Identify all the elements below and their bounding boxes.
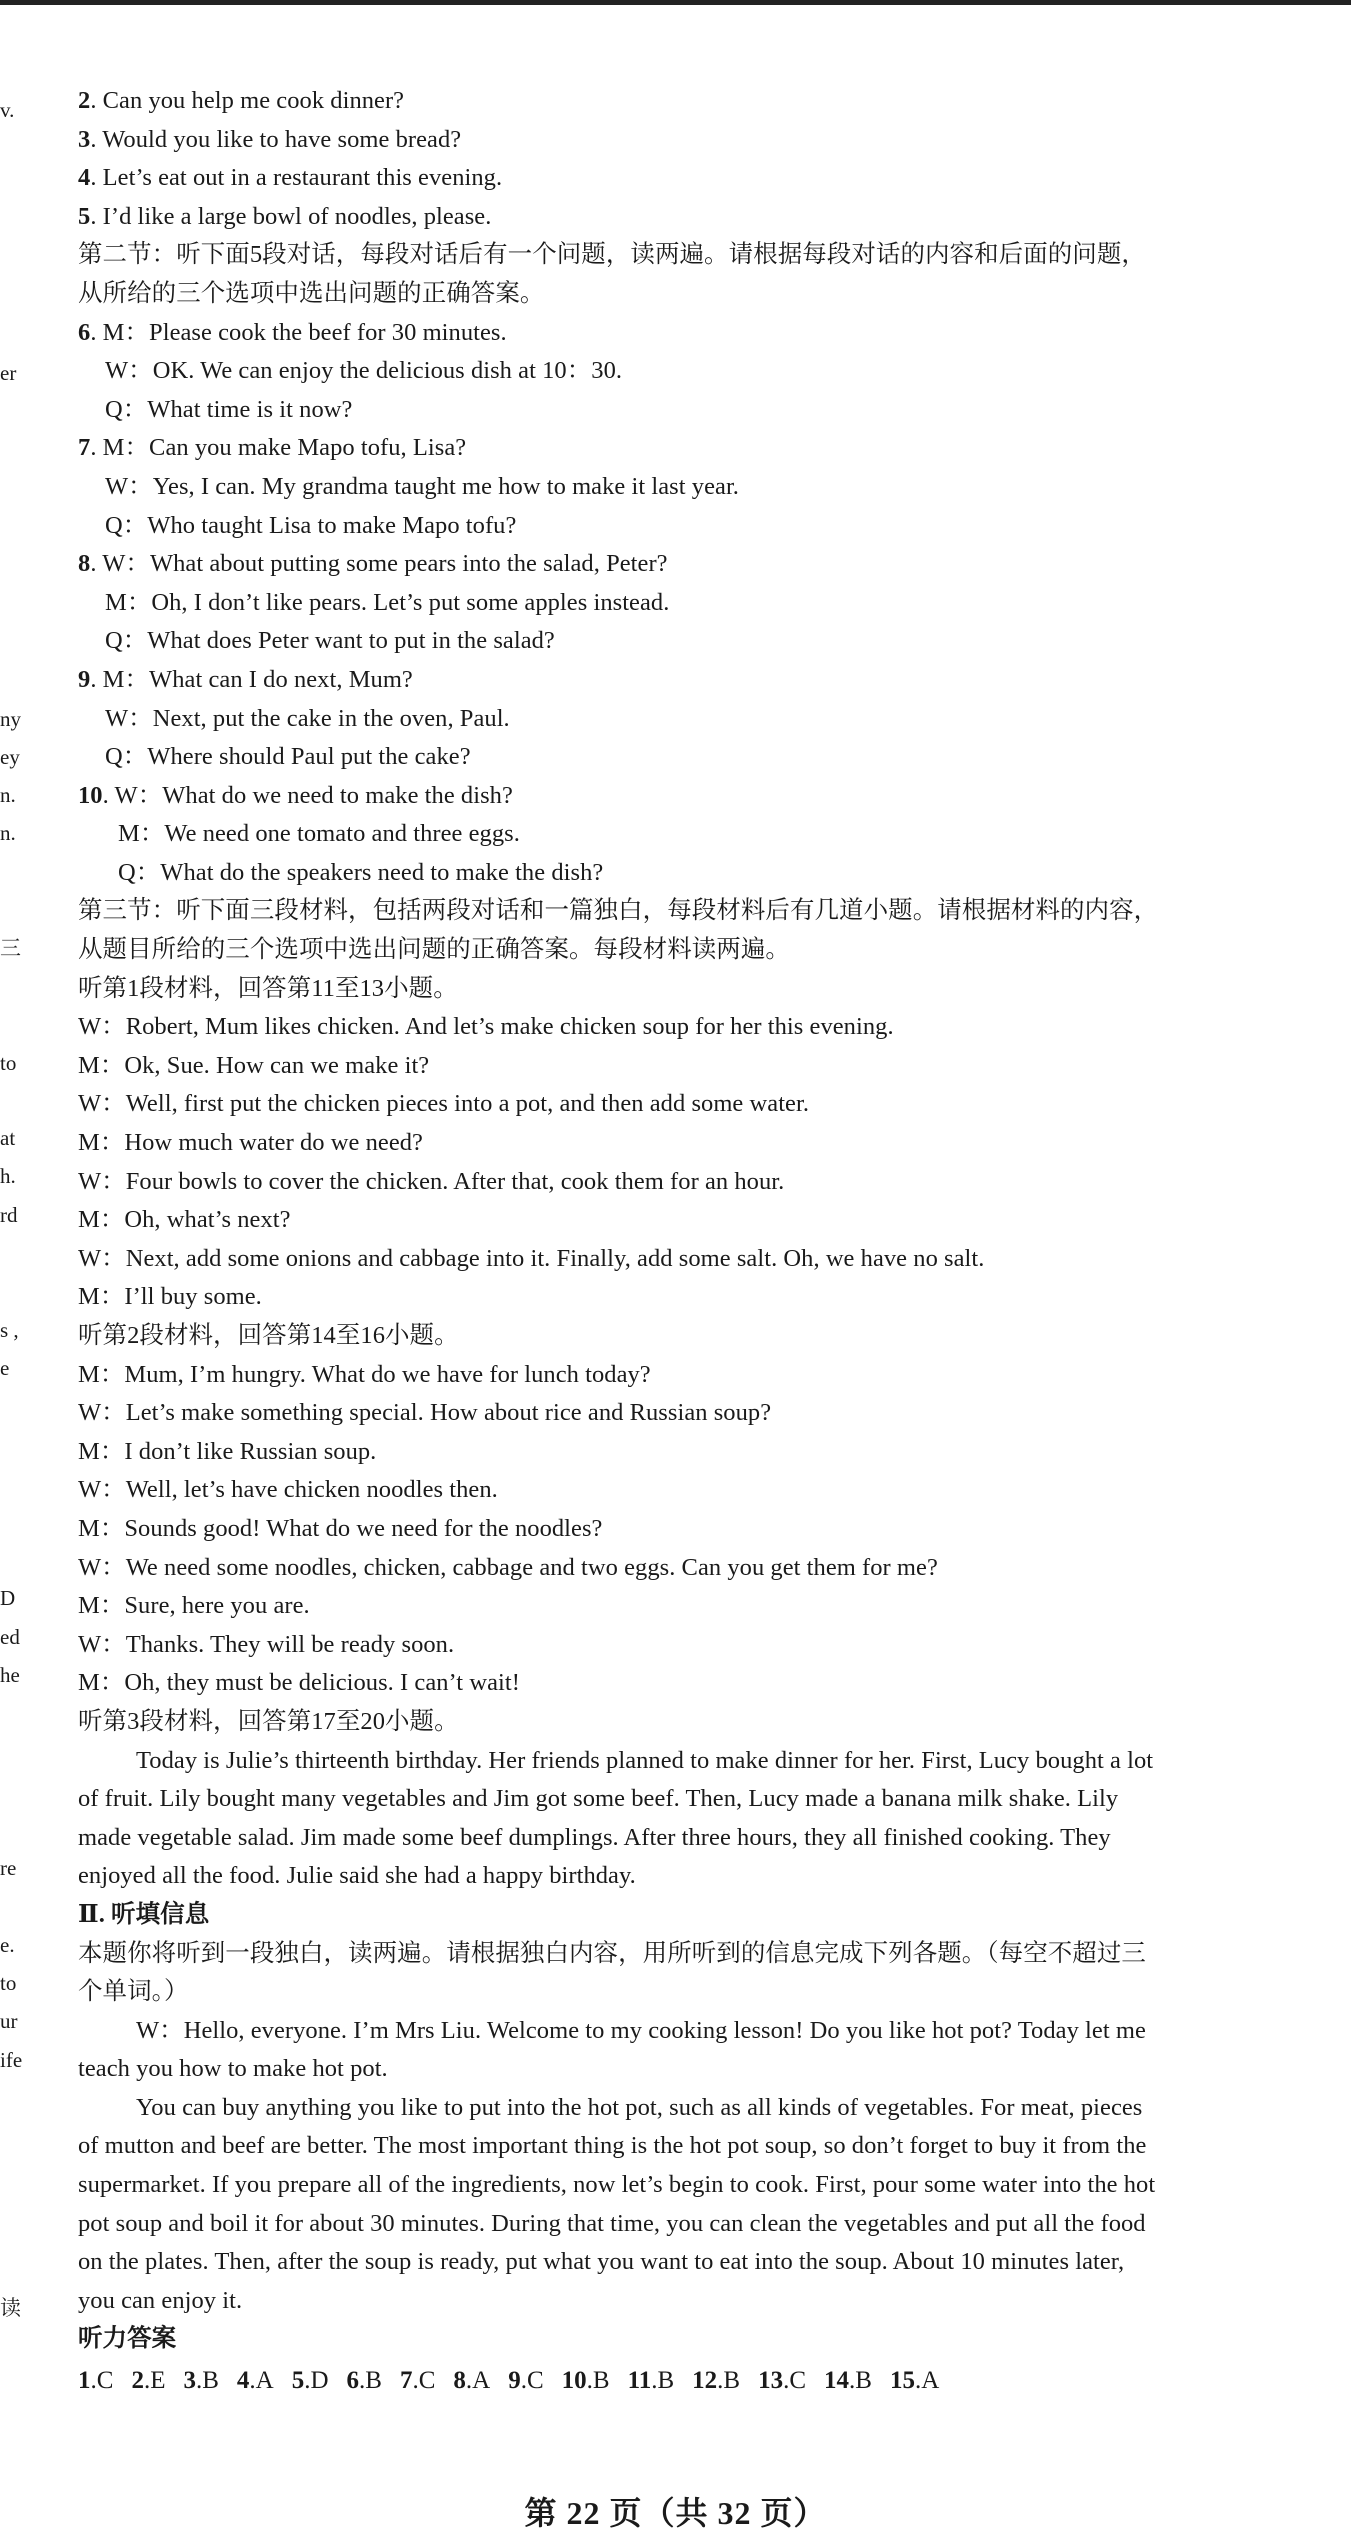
text-line: 个单词。） — [78, 1978, 189, 2006]
answer-item: 15.A — [889, 2367, 940, 2395]
text-line: Q：What do the speakers need to make the dish? — [118, 858, 604, 886]
text-line: 从题目所给的三个选项中选出问题的正确答案。每段材料读两遍。 — [78, 936, 790, 964]
question-text: . I’d like a large bowl of noodles, please. — [90, 202, 492, 230]
answer-letter: B — [657, 2367, 675, 2395]
question-number: 4 — [78, 164, 91, 192]
text-line: M：Sure, here you are. — [78, 1592, 310, 1620]
text-line: 听第3段材料，回答第17至20小题。 — [78, 1707, 459, 1735]
text-line: M：Oh, they must be delicious. I can’t wait! — [78, 1669, 520, 1697]
answer-letter: A — [255, 2367, 274, 2395]
margin-fragment: e. — [0, 1933, 15, 1957]
answer-item: 5.D — [291, 2367, 329, 2395]
answer-row — [78, 2359, 1318, 2403]
question-text: . Would you like to have some bread? — [90, 125, 462, 153]
answer-letter: C — [526, 2367, 544, 2395]
margin-fragment: ey — [0, 745, 20, 769]
margin-fragment: D — [0, 1586, 16, 1610]
margin-fragment: to — [0, 1051, 17, 1075]
top-border — [0, 0, 1351, 5]
answer-number: 14 — [824, 2367, 850, 2395]
text-line: W：Robert, Mum likes chicken. And let’s make chicken soup for her this evening. — [78, 1013, 894, 1041]
question-number: 9 — [78, 665, 91, 693]
question-text: . W：What about putting some pears into the salad, Peter? — [90, 550, 668, 578]
page-footer: 第 22 页（共 32 页） — [524, 2495, 827, 2531]
paragraph-line: Today is Julie’s thirteenth birthday. Her friends planned to make dinner for her. First, Lucy bought a lot — [136, 1746, 1154, 1774]
question-item — [78, 121, 1318, 160]
text-line: 听第2段材料，回答第14至16小题。 — [78, 1322, 459, 1349]
answer-letter: B — [592, 2367, 610, 2395]
text-line: 从所给的三个选项中选出问题的正确答案。 — [78, 279, 545, 307]
margin-fragment: s , — [0, 1318, 19, 1342]
answer-number: 12 — [692, 2367, 718, 2395]
question-text: . M：Can you make Mapo tofu, Lisa? — [90, 434, 467, 462]
section-heading: Ⅱ. 听填信息 — [78, 1900, 210, 1928]
answer-letter: D — [310, 2367, 329, 2395]
text-line: 第二节：听下面5段对话，每段对话后有一个问题，读两遍。请根据每段对话的内容和后面的问题， — [78, 241, 1146, 269]
answer-number: 9 — [508, 2367, 521, 2395]
text-line: W：Well, let’s have chicken noodles then. — [78, 1476, 498, 1504]
margin-fragment: n. — [0, 783, 16, 807]
answer-letter: A — [472, 2367, 491, 2395]
text-line: M：Mum, I’m hungry. What do we have for lunch today? — [78, 1360, 651, 1388]
margin-fragment: 读 — [0, 2296, 21, 2320]
text-line: M：Oh, I don’t like pears. Let’s put some apples instead. — [105, 588, 670, 616]
margin-fragment: ife — [0, 2048, 23, 2072]
question-number: 2 — [78, 87, 91, 114]
text-line: W：Four bowls to cover the chicken. After that, cook them for an hour. — [78, 1167, 785, 1195]
margin-fragment: he — [0, 1663, 20, 1687]
answer-item: 12.B — [692, 2367, 741, 2395]
question-text: . W：What do we need to make the dish? — [102, 781, 513, 809]
text-line: on the plates. Then, after the soup is ready, put what you want to eat into the soup. About 10 minutes later, — [78, 2248, 1125, 2276]
answer-number: 3 — [183, 2367, 196, 2395]
margin-fragment: rd — [0, 1203, 18, 1227]
text-line: of fruit. Lily bought many vegetables and Jim got some beef. Then, Lucy made a banana milk shake. Lily — [78, 1785, 1119, 1813]
answer-letter: A — [921, 2367, 940, 2395]
answer-number: 13 — [758, 2367, 784, 2395]
text-line: M：How much water do we need? — [78, 1129, 423, 1157]
left-margin-fragments — [0, 0, 46, 2538]
margin-fragment: er — [0, 361, 17, 385]
question-text: . Let’s eat out in a restaurant this evening. — [90, 164, 503, 192]
answer-item: 14.B — [824, 2367, 872, 2395]
text-line: you can enjoy it. — [78, 2286, 243, 2314]
margin-fragment: ny — [0, 707, 21, 731]
text-line: M：Oh, what’s next? — [78, 1206, 291, 1234]
question-item — [78, 777, 1318, 816]
paragraph-line: You can buy anything you like to put into the hot pot, such as all kinds of vegetables. For meat, pieces — [136, 2093, 1143, 2121]
question-number: 10 — [78, 781, 103, 809]
answer-item: 8.A — [453, 2367, 491, 2395]
margin-fragment: re — [0, 1856, 17, 1880]
text-line: teach you how to make hot pot. — [78, 2055, 388, 2083]
answer-letter: B — [202, 2367, 219, 2395]
answer-letter: E — [150, 2367, 166, 2395]
answer-number: 8 — [453, 2367, 466, 2395]
question-number: 7 — [78, 434, 91, 462]
question-text: . M：What can I do next, Mum? — [90, 665, 413, 693]
text-line: Q：Where should Paul put the cake? — [105, 743, 471, 771]
text-line: W：OK. We can enjoy the delicious dish at 10：30. — [105, 357, 623, 385]
answer-number: 11 — [627, 2367, 652, 2395]
question-item — [78, 314, 1318, 353]
text-line: enjoyed all the food. Julie said she had a happy birthday. — [78, 1862, 636, 1890]
answer-item: 6.B — [346, 2367, 382, 2395]
text-line: Q：What does Peter want to put in the salad? — [105, 627, 555, 655]
answer-item: 11.B — [627, 2367, 675, 2395]
answer-item: 10.B — [561, 2367, 610, 2395]
text-line: Q：Who taught Lisa to make Mapo tofu? — [105, 511, 517, 539]
text-line: 听第1段材料，回答第11至13小题。 — [78, 974, 458, 1002]
question-number: 5 — [78, 202, 91, 230]
answer-letter: C — [418, 2367, 436, 2395]
answer-letter: B — [855, 2367, 872, 2395]
text-line: pot soup and boil it for about 30 minutes. During that time, you can clean the vegetables and put all the food — [78, 2209, 1146, 2237]
answer-number: 4 — [236, 2367, 250, 2395]
question-item — [78, 429, 1318, 468]
document-body — [78, 82, 1318, 2403]
question-text: . Can you help me cook dinner? — [90, 87, 405, 114]
answer-number: 15 — [889, 2367, 915, 2395]
answer-item: 1.C — [78, 2367, 114, 2395]
question-number: 3 — [78, 125, 91, 153]
answer-item: 4.A — [236, 2367, 274, 2395]
text-line: W：Thanks. They will be ready soon. — [78, 1630, 455, 1658]
answer-number: 6 — [346, 2367, 360, 2395]
answer-item: 7.C — [399, 2367, 436, 2395]
answer-number: 1 — [78, 2367, 91, 2395]
text-line: 第三节：听下面三段材料，包括两段对话和一篇独白，每段材料后有几道小题。请根据材料的内容， — [78, 897, 1159, 925]
margin-fragment: to — [0, 1971, 17, 1995]
margin-fragment: 三 — [0, 936, 21, 960]
question-number: 6 — [78, 318, 91, 346]
question-number: 8 — [78, 550, 91, 578]
text-line: W：Next, add some onions and cabbage into it. Finally, add some salt. Oh, we have no salt. — [78, 1244, 985, 1272]
text-line: W：Yes, I can. My grandma taught me how to make it last year. — [105, 472, 739, 500]
text-line: W：Well, first put the chicken pieces into a pot, and then add some water. — [78, 1090, 810, 1118]
section-heading: 听力答案 — [78, 2325, 177, 2353]
margin-fragment: h. — [0, 1164, 16, 1188]
answer-number: 7 — [399, 2367, 413, 2395]
paragraph-line: W：Hello, everyone. I’m Mrs Liu. Welcome to my cooking lesson! Do you like hot pot? Today let me — [136, 2016, 1146, 2044]
answer-item: 3.B — [183, 2367, 219, 2395]
text-line: of mutton and beef are better. The most important thing is the hot pot soup, so don’t forget to buy it from the — [78, 2132, 1147, 2160]
margin-fragment: ed — [0, 1625, 20, 1649]
answer-item: 9.C — [508, 2367, 544, 2395]
answer-letter: C — [789, 2367, 807, 2395]
answer-item: 2.E — [131, 2367, 166, 2395]
margin-fragment: at — [0, 1126, 16, 1150]
answer-number: 2 — [131, 2367, 144, 2395]
text-line: W：We need some noodles, chicken, cabbage and two eggs. Can you get them for me? — [78, 1553, 938, 1581]
text-line: supermarket. If you prepare all of the ingredients, now let’s begin to cook. First, pour some water into the hot — [78, 2171, 1156, 2199]
answer-letter: C — [96, 2367, 114, 2395]
text-line: M：Sounds good! What do we need for the noodles? — [78, 1514, 603, 1542]
text-line: W：Let’s make something special. How about rice and Russian soup? — [78, 1399, 772, 1427]
text-line: made vegetable salad. Jim made some beef dumplings. After three hours, they all finished cooking. They — [78, 1823, 1111, 1851]
margin-fragment: v. — [0, 98, 15, 122]
text-line: M：I’ll buy some. — [78, 1283, 262, 1311]
text-line: M：Ok, Sue. How can we make it? — [78, 1051, 430, 1079]
text-line: 本题你将听到一段独白，读两遍。请根据独白内容，用所听到的信息完成下列各题。（每空不超过三 — [78, 1939, 1146, 1967]
text-line: M：We need one tomato and three eggs. — [118, 820, 520, 848]
answer-letter: B — [723, 2367, 741, 2395]
question-item — [78, 82, 1318, 121]
text-line: M：I don’t like Russian soup. — [78, 1437, 377, 1465]
question-text: . M：Please cook the beef for 30 minutes. — [90, 318, 507, 346]
text-line: W：Next, put the cake in the oven, Paul. — [105, 704, 510, 732]
margin-fragment: ur — [0, 2009, 18, 2033]
question-item — [78, 159, 1318, 198]
margin-fragment: e — [0, 1356, 10, 1380]
answer-number: 5 — [291, 2367, 305, 2395]
margin-fragment: n. — [0, 821, 16, 845]
question-item — [78, 198, 1318, 237]
text-line: Q：What time is it now? — [105, 395, 353, 423]
question-item — [78, 661, 1318, 700]
question-item — [78, 545, 1318, 584]
answer-item: 13.C — [758, 2367, 807, 2395]
answer-number: 10 — [561, 2367, 587, 2395]
answer-letter: B — [365, 2367, 382, 2395]
